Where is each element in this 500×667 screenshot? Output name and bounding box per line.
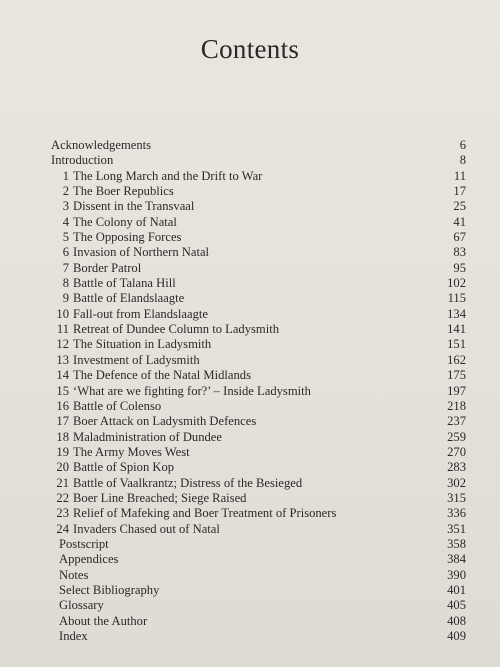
toc-page-number: 6	[459, 138, 466, 152]
chapter-number: 3	[62, 199, 69, 214]
chapter-number: 12	[56, 337, 69, 352]
toc-row-chapter	[51, 476, 466, 491]
toc-row-chapter	[51, 230, 466, 245]
toc-row-back	[51, 552, 466, 567]
toc-page-number: 336	[447, 506, 466, 521]
chapter-number: 19	[56, 444, 69, 459]
toc-row-back	[51, 568, 466, 583]
toc-entry-label: Battle of Elandslaagte	[73, 291, 185, 306]
chapter-number: 13	[56, 352, 69, 367]
toc-row-front	[51, 138, 466, 153]
toc-entry-label: Battle of Vaalkrantz; Distress of the Besieged	[73, 475, 303, 490]
toc-page-number: 270	[447, 444, 466, 459]
toc-page-number: 409	[447, 629, 466, 643]
toc-entry-label: Battle of Talana Hill	[73, 276, 176, 291]
toc-entry-label: Relief of Mafeking and Boer Treatment of Prisoners	[73, 506, 337, 521]
chapter-number: 1	[62, 168, 69, 183]
toc-row-chapter	[51, 445, 466, 460]
chapter-number: 8	[62, 276, 69, 291]
toc-entry-label: Border Patrol	[73, 260, 142, 275]
toc-page-number: 401	[447, 582, 466, 597]
toc-row-chapter	[51, 368, 466, 383]
chapter-number: 4	[62, 214, 69, 229]
toc-row-chapter	[51, 245, 466, 260]
toc-page-number: 197	[447, 383, 466, 398]
toc-entry-label: The Opposing Forces	[73, 230, 182, 245]
toc-entry-label: The Long March and the Drift to War	[73, 168, 263, 183]
toc-page-number: 237	[447, 414, 466, 429]
toc-entry-label: Acknowledgements	[51, 138, 152, 152]
toc-entry-label: Fall-out from Elandslaagte	[73, 306, 208, 321]
toc-row-chapter	[51, 384, 466, 399]
toc-entry-label: Maladministration of Dundee	[73, 429, 222, 444]
toc-page-number: 67	[453, 230, 466, 245]
toc-row-chapter	[51, 322, 466, 337]
page-title: Contents	[200, 34, 300, 64]
chapter-number: 5	[62, 230, 69, 245]
toc-page-number: 408	[447, 613, 466, 628]
toc-page-number: 405	[447, 598, 466, 613]
toc-page-number: 151	[447, 337, 466, 352]
toc-entry-label: The Colony of Natal	[73, 214, 177, 229]
toc-entry-label: Dissent in the Transvaal	[73, 199, 195, 214]
toc-entry-label: ‘What are we fighting for?’ – Inside Ladysmith	[73, 383, 311, 398]
toc-row-chapter	[51, 399, 466, 414]
toc-row-front	[51, 153, 466, 168]
chapter-number: 17	[56, 414, 69, 429]
chapter-number: 2	[62, 184, 69, 199]
toc-row-chapter	[51, 169, 466, 184]
toc-row-back	[51, 598, 466, 613]
toc-page-number: 41	[453, 214, 466, 229]
toc-page-number: 384	[447, 552, 466, 567]
toc-page-number: 115	[447, 291, 466, 306]
toc-page-number: 315	[447, 490, 466, 505]
toc-entry-label: Invasion of Northern Natal	[73, 245, 210, 260]
toc-row-chapter	[51, 460, 466, 475]
toc-page-number: 283	[447, 460, 466, 475]
chapter-number: 9	[62, 291, 69, 306]
toc-page-number: 11	[453, 168, 466, 183]
toc-entry-label: The Situation in Ladysmith	[73, 337, 212, 352]
toc-page-number: 102	[447, 276, 466, 291]
toc-page-number: 302	[447, 475, 466, 490]
toc-row-chapter	[51, 215, 466, 230]
toc-row-chapter	[51, 430, 466, 445]
toc-page-number: 259	[447, 429, 466, 444]
chapter-number: 22	[56, 490, 69, 505]
chapter-list	[51, 169, 466, 537]
toc-entry-label: About the Author	[59, 613, 148, 628]
chapter-number: 20	[56, 460, 69, 475]
toc-row-chapter	[51, 414, 466, 429]
table-of-contents	[51, 138, 466, 644]
chapter-number: 24	[56, 521, 69, 536]
toc-row-back	[51, 583, 466, 598]
chapter-number: 14	[56, 368, 69, 383]
toc-page-number: 218	[447, 398, 466, 413]
toc-row-chapter	[51, 522, 466, 537]
toc-row-back	[51, 537, 466, 552]
toc-entry-label: The Defence of the Natal Midlands	[73, 368, 251, 383]
toc-entry-label: The Boer Republics	[73, 184, 174, 199]
toc-page-number: 95	[453, 260, 466, 275]
toc-entry-label: Introduction	[51, 153, 114, 168]
toc-page-number: 358	[447, 536, 466, 551]
toc-entry-label: Appendices	[59, 552, 119, 567]
toc-row-chapter	[51, 261, 466, 276]
toc-row-chapter	[51, 337, 466, 352]
chapter-number: 23	[56, 506, 69, 521]
toc-page-number: 351	[447, 521, 466, 536]
toc-entry-label: Battle of Spion Kop	[73, 460, 175, 475]
toc-entry-label: Index	[59, 629, 88, 643]
toc-entry-label: Investment of Ladysmith	[73, 352, 200, 367]
toc-page-number: 141	[447, 322, 466, 337]
toc-entry-label: Glossary	[59, 598, 104, 613]
toc-row-chapter	[51, 276, 466, 291]
chapter-number: 10	[56, 306, 69, 321]
toc-entry-label: Notes	[59, 567, 89, 582]
toc-page-number: 83	[453, 245, 466, 260]
toc-entry-label: Boer Line Breached; Siege Raised	[73, 490, 247, 505]
toc-page-number: 17	[453, 184, 466, 199]
toc-entry-label: Battle of Colenso	[73, 398, 162, 413]
toc-entry-label: Boer Attack on Ladysmith Defences	[73, 414, 257, 429]
chapter-number: 21	[56, 475, 69, 490]
toc-page-number: 390	[447, 567, 466, 582]
chapter-number: 15	[56, 383, 69, 398]
toc-row-back	[51, 629, 466, 644]
toc-page-number: 134	[447, 306, 466, 321]
toc-entry-label: Retreat of Dundee Column to Ladysmith	[73, 322, 280, 337]
toc-row-chapter	[51, 199, 466, 214]
toc-row-back	[51, 614, 466, 629]
toc-row-chapter	[51, 291, 466, 306]
toc-row-chapter	[51, 491, 466, 506]
toc-row-chapter	[51, 353, 466, 368]
toc-entry-label: Postscript	[59, 536, 109, 551]
toc-page-number: 25	[453, 199, 466, 214]
toc-row-chapter	[51, 184, 466, 199]
toc-entry-label: Invaders Chased out of Natal	[73, 521, 220, 536]
toc-row-chapter	[51, 506, 466, 521]
toc-page-number: 175	[447, 368, 466, 383]
chapter-number: 16	[56, 398, 69, 413]
chapter-number: 11	[56, 322, 69, 337]
toc-page-number: 162	[447, 352, 466, 367]
chapter-number: 18	[56, 429, 69, 444]
toc-entry-label: The Army Moves West	[73, 444, 190, 459]
chapter-number: 7	[62, 260, 69, 275]
toc-entry-label: Select Bibliography	[59, 582, 160, 597]
chapter-number: 6	[62, 245, 69, 260]
back-matter-list	[51, 537, 466, 644]
toc-page-number: 8	[459, 153, 466, 168]
toc-row-chapter	[51, 307, 466, 322]
